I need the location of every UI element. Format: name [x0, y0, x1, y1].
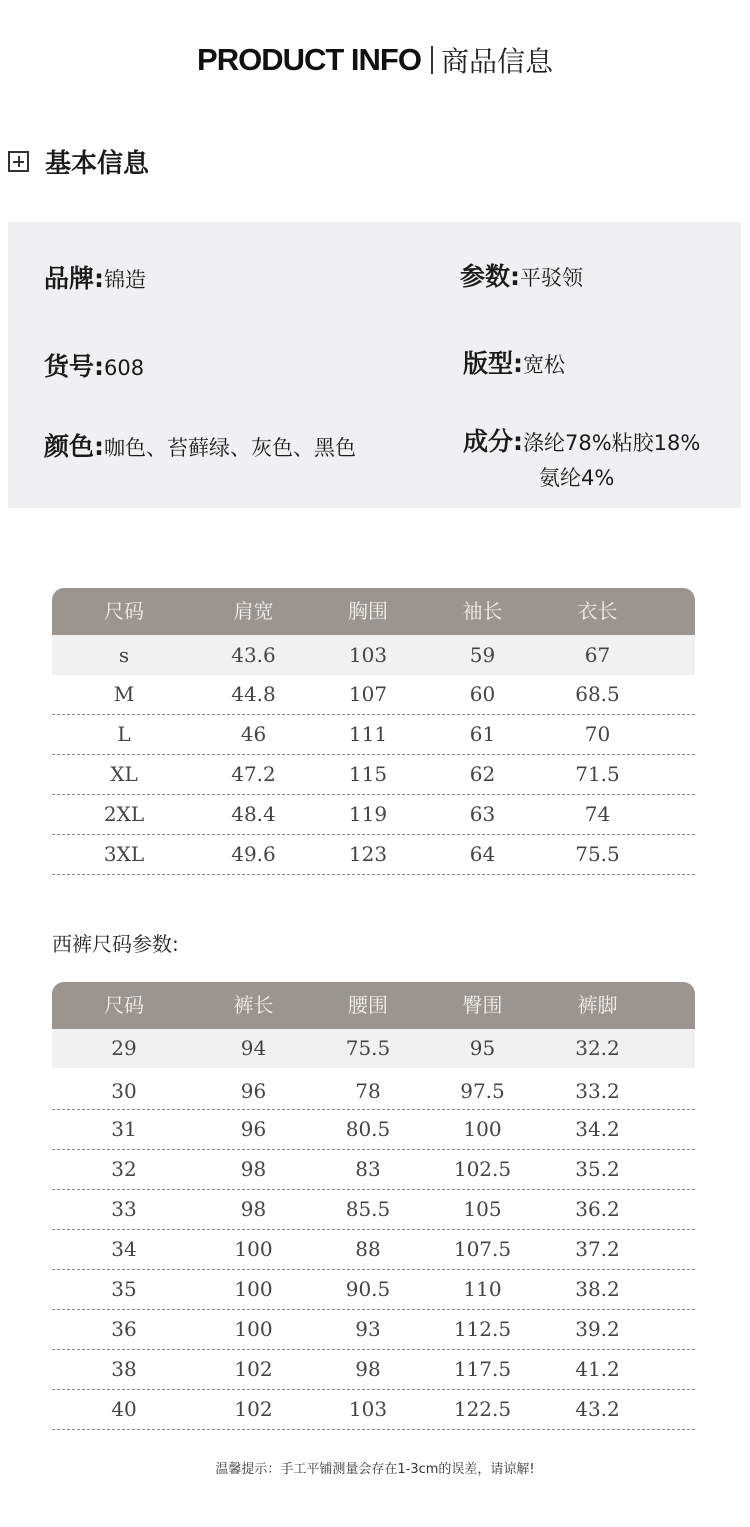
table-cell: 40: [111, 1397, 137, 1421]
table-cell: 110: [463, 1277, 502, 1301]
table-cell: 63: [469, 802, 496, 826]
table-cell: 67: [584, 643, 611, 667]
table-cell: 83: [355, 1157, 381, 1181]
header-cell: 肩宽: [233, 599, 274, 623]
pants-size-title: 西裤尺码参数:: [52, 932, 179, 956]
table-cell: 43.2: [575, 1397, 620, 1421]
table-header: [52, 588, 695, 635]
table-cell: 102: [234, 1397, 273, 1421]
info-color-value: 咖色、苔藓绿、灰色、黑色: [104, 436, 356, 460]
info-fit: [463, 349, 565, 380]
info-brand-label: 品牌:: [44, 264, 104, 293]
table-cell: 68.5: [575, 682, 620, 706]
table-cell: 43.6: [231, 643, 276, 667]
table-row: [52, 1110, 695, 1150]
table-row: [52, 1150, 695, 1190]
table-cell: 97.5: [460, 1079, 505, 1103]
header-title-cn: 商品信息: [440, 45, 553, 78]
table-cell: 60: [469, 682, 496, 706]
table-cell: 105: [463, 1197, 502, 1221]
info-color: [44, 432, 356, 463]
table-cell: 111: [348, 722, 388, 746]
header-cell: 尺码: [104, 993, 144, 1017]
table-row: [52, 1390, 695, 1430]
table-cell: 102.5: [453, 1157, 512, 1181]
table-cell: 31: [111, 1117, 137, 1141]
info-params-value: 平驳领: [520, 266, 583, 290]
table-cell: 95: [469, 1036, 496, 1060]
table-cell: 29: [111, 1036, 137, 1060]
table-cell: 75.5: [345, 1036, 391, 1060]
table-cell: 33: [111, 1197, 137, 1221]
table-cell: 44.8: [231, 682, 276, 706]
table-cell: 98: [240, 1157, 267, 1181]
table-cell: L: [117, 722, 131, 746]
table-cell: 3XL: [103, 842, 145, 866]
info-fit-label: 版型:: [463, 349, 523, 378]
info-fit-value: 宽松: [523, 353, 565, 377]
header-divider: [431, 46, 433, 74]
info-material-value-2: 氨纶4%: [539, 466, 615, 490]
table-cell: 37.2: [575, 1237, 620, 1261]
info-material-value-1: 涤纶78%粘胶18%: [523, 431, 701, 455]
table-cell: 38: [111, 1357, 137, 1381]
header-cell: 裤脚: [577, 993, 618, 1017]
table-cell: 71.5: [575, 762, 620, 786]
table-cell: 39.2: [575, 1317, 620, 1341]
table-cell: 88: [355, 1237, 381, 1261]
table-cell: 74: [584, 802, 611, 826]
table-cell: 59: [469, 643, 496, 667]
info-material: [463, 427, 700, 458]
footer-note: 温馨提示：手工平铺测量会存在1-3cm的误差，请谅解!: [215, 1462, 535, 1477]
header-title-en: PRODUCT INFO: [197, 42, 421, 77]
table-cell: 100: [234, 1277, 273, 1301]
table-cell: 47.2: [231, 762, 276, 786]
table-cell: 2XL: [103, 802, 145, 826]
info-params: [460, 262, 583, 293]
table-cell: 64: [469, 842, 496, 866]
table-cell: 32: [111, 1157, 137, 1181]
table-cell: 122.5: [453, 1397, 512, 1421]
info-brand-value: 锦造: [104, 268, 146, 292]
section-title-text: 基本信息: [45, 149, 150, 179]
table-cell: 100: [234, 1317, 273, 1341]
header-cell: 胸围: [348, 599, 388, 623]
section-title: [8, 143, 149, 180]
header-cell: 衣长: [577, 599, 618, 623]
table-cell: 112.5: [453, 1317, 512, 1341]
table-cell: 103: [348, 643, 388, 667]
table-cell: 107: [348, 682, 388, 706]
table-cell: 102: [234, 1357, 273, 1381]
table-cell: M: [113, 682, 135, 706]
table-row: [52, 715, 695, 755]
table-cell: 30: [111, 1079, 137, 1103]
table-row: [52, 675, 695, 715]
table-cell: 78: [355, 1079, 381, 1103]
table-row: [52, 755, 695, 795]
table-cell: 85.5: [345, 1197, 391, 1221]
table-cell: 96: [240, 1117, 267, 1141]
table-row: [52, 1350, 695, 1390]
info-params-label: 参数:: [460, 262, 520, 291]
table-cell: 33.2: [575, 1079, 620, 1103]
table-row: [52, 1310, 695, 1350]
table-row: [52, 1270, 695, 1310]
table-cell: XL: [110, 762, 138, 786]
info-material-line2: [539, 463, 614, 493]
header-cell: 臀围: [462, 993, 503, 1017]
table-cell: 49.6: [231, 842, 276, 866]
info-brand: [44, 264, 146, 295]
table-cell: 98: [355, 1357, 381, 1381]
table-row: [52, 1190, 695, 1230]
info-code-label: 货号:: [44, 352, 104, 381]
header-cell: 袖长: [462, 599, 503, 623]
plus-box-icon: [8, 151, 29, 172]
table-cell: 80.5: [345, 1117, 391, 1141]
table-cell: 100: [234, 1237, 273, 1261]
table-cell: 32.2: [575, 1036, 620, 1060]
table-cell: 41.2: [575, 1357, 620, 1381]
jacket-size-table: [52, 588, 695, 875]
table-row: [52, 1068, 695, 1110]
header-cell: 尺码: [104, 599, 144, 623]
table-cell: 90.5: [345, 1277, 391, 1301]
page-header: [0, 40, 750, 80]
table-header: [52, 982, 695, 1029]
table-row: [52, 835, 695, 875]
table-cell: 98: [240, 1197, 267, 1221]
table-cell: 34.2: [575, 1117, 620, 1141]
table-cell: 103: [348, 1397, 388, 1421]
table-cell: 46: [240, 722, 267, 746]
table-cell: 75.5: [575, 842, 620, 866]
table-cell: 36: [111, 1317, 137, 1341]
table-row: [52, 635, 695, 675]
table-cell: 34: [111, 1237, 137, 1261]
info-material-label: 成分:: [463, 427, 523, 456]
table-cell: 61: [469, 722, 496, 746]
table-cell: 117.5: [453, 1357, 512, 1381]
info-code: [44, 352, 144, 383]
info-code-value: 608: [104, 356, 145, 380]
table-cell: 38.2: [575, 1277, 620, 1301]
table-cell: 115: [348, 762, 388, 786]
table-row: [52, 1029, 695, 1068]
table-row: [52, 795, 695, 835]
table-cell: 35.2: [575, 1157, 620, 1181]
header-cell: 裤长: [233, 993, 274, 1017]
table-cell: 35: [111, 1277, 137, 1301]
table-row: [52, 1230, 695, 1270]
info-color-label: 颜色:: [44, 432, 104, 461]
table-cell: 62: [469, 762, 496, 786]
table-cell: 48.4: [231, 802, 276, 826]
table-cell: 70: [584, 722, 611, 746]
table-cell: 123: [348, 842, 388, 866]
table-cell: 107.5: [453, 1237, 512, 1261]
table-cell: 94: [240, 1036, 267, 1060]
table-cell: s: [118, 643, 130, 667]
table-cell: 100: [463, 1117, 502, 1141]
pants-size-table: [52, 982, 695, 1430]
table-cell: 119: [348, 802, 388, 826]
table-cell: 36.2: [575, 1197, 620, 1221]
table-cell: 93: [355, 1317, 381, 1341]
table-cell: 96: [240, 1079, 267, 1103]
header-cell: 腰围: [348, 993, 388, 1017]
